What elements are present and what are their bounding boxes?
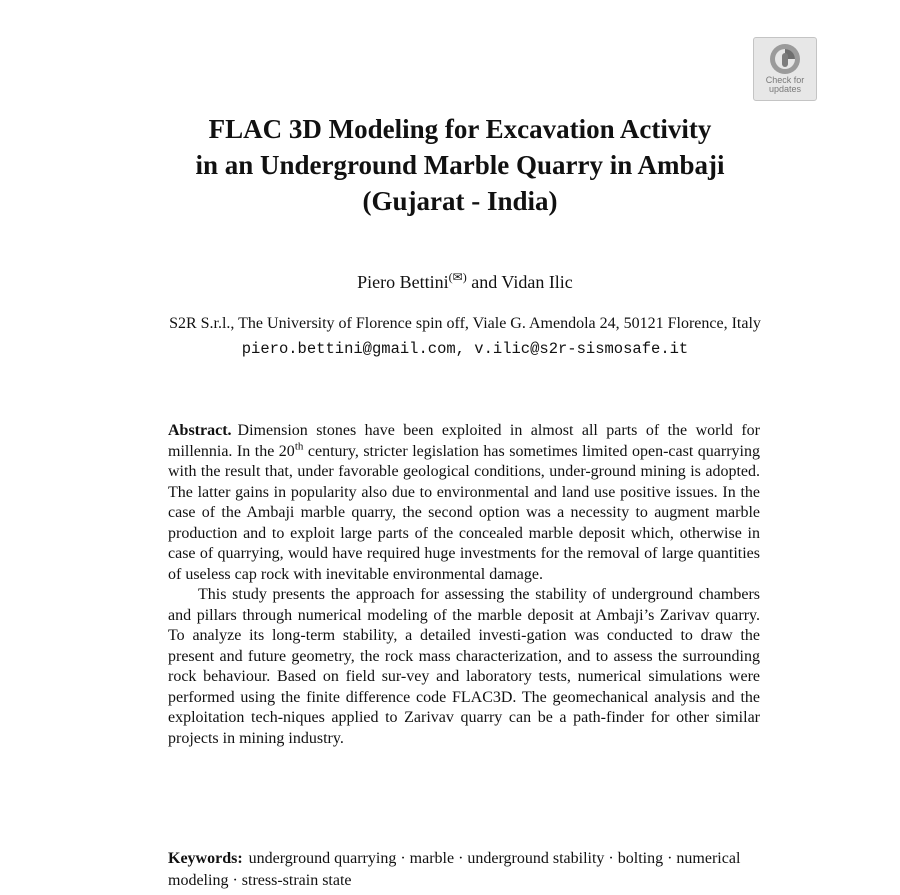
badge-line-2: updates (768, 84, 802, 94)
author-separator: and (471, 272, 498, 292)
keywords (168, 848, 760, 892)
author-name-1: Piero Bettini (357, 272, 449, 292)
affiliation: S2R S.r.l., The University of Florence spin off, Viale G. Amendola 24, 50121 Florence, Italy (169, 315, 761, 332)
paper-title (60, 111, 860, 219)
title-line-2: in an Underground Marble Quarry in Ambaji (195, 150, 725, 180)
abstract-label: Abstract. (168, 422, 232, 439)
check-for-updates-badge[interactable] (753, 37, 817, 101)
abstract-paragraph-2: This study presents the approach for assessing the stability of underground chambers and pillars through numerical modeling of the marble deposit at Ambaji’s Zarivav quarry. To analyze its long-term stability, a detailed investi-gation was conducted to draw the present and future geometry, the rock mass characterization, and to assess the surrounding rock behaviour. Based on field sur-vey and laboratory tests, numerical simulations were performed using the finite difference code FLAC3D. The geomechanical analysis and the exploitation tech-niques applied to Zarivav quarry can be a path-finder for other similar projects in mining industry. (168, 586, 760, 747)
abstract-p1-part-a: Dimension stones have been exploited in almost all parts of the world for millennia. In the 20 (168, 422, 760, 460)
author-emails[interactable]: piero.bettini@gmail.com, v.ilic@s2r-sismosafe.it (241, 340, 689, 358)
author-name-2: Vidan Ilic (501, 272, 573, 292)
title-line-1: FLAC 3D Modeling for Excavation Activity (208, 114, 712, 144)
abstract (168, 421, 760, 749)
title-line-3: (Gujarat - India) (362, 186, 558, 216)
abstract-p1-part-b: century, stricter legislation has sometimes limited open-cast quarrying with the result that, under favorable geological conditions, under-ground mining is adopted. The latter gains in popularity also due to environmental and land use positive issues. In the case of the Ambaji marble quarry, the second option was a necessity to augment marble production and to exploit large parts of the concealed marble deposit which, otherwise in case of quarrying, would have required huge investments for the removal of large quantities of useless cap rock with inevitable environmental damage. (168, 442, 760, 583)
corresponding-author-envelope-icon[interactable]: (✉) (448, 270, 467, 284)
author-line (0, 270, 900, 293)
abstract-paragraph-1 (168, 421, 760, 585)
badge-line-1: Check for (765, 75, 805, 85)
check-for-updates-icon (768, 42, 802, 76)
abstract-p1-superscript: th (294, 440, 304, 453)
keywords-label: Keywords: (168, 850, 243, 867)
keywords-text: underground quarrying · marble · underground stability · bolting · numerical modeling · stress-strain state (168, 850, 741, 889)
